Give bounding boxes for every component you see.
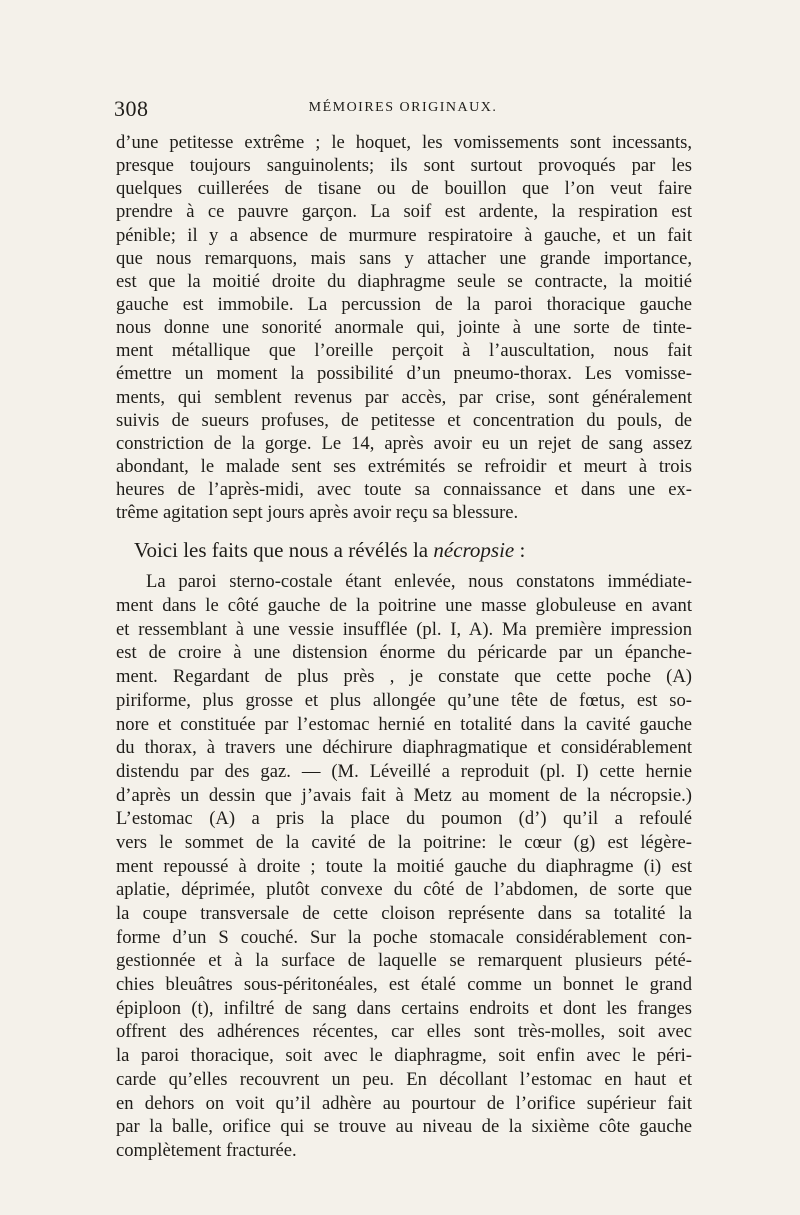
text-line: ments, qui semblent revenus par accès, par crise, sont généralement [116, 386, 692, 408]
text-line: en dehors on voit qu’il adhère au pourtour de l’orifice supérieur fait [116, 1092, 692, 1114]
text-line: par la balle, orifice qui se trouve au niveau de la sixième côte gauche [116, 1116, 692, 1138]
text-line: d’une petitesse extrême ; le hoquet, les vomissements sont incessants, [116, 132, 692, 153]
text-line: ment repoussé à droite ; toute la moitié gauche du diaphragme (i) est [116, 855, 692, 877]
text-line: prendre à ce pauvre garçon. La soif est ardente, la respiration est [116, 201, 692, 223]
text-line: la coupe transversale de cette cloison représente dans sa totalité la [116, 903, 692, 925]
text-line: d’après un dessin que j’avais fait à Metz au moment de la nécropsie.) [116, 784, 692, 806]
text-line: complètement fracturée. [116, 1139, 297, 1161]
text-line: trême agitation sept jours après avoir reçu sa blessure. [116, 502, 519, 524]
text-line: la paroi thoracique, soit avec le diaphragme, soit enfin avec le péri- [116, 1045, 692, 1067]
text-line: nore et constituée par l’estomac hernié en totalité dans la cavité gauche [116, 713, 692, 735]
text-line: presque toujours sanguinolents; ils sont surtout provoqués par les [116, 155, 692, 177]
body-text [116, 131, 692, 1163]
text-line: suivis de sueurs profuses, de petitesse et concentration du pouls, de [116, 409, 692, 431]
text-line: heures de l’après-midi, avec toute sa connaissance et dans une ex- [116, 479, 692, 501]
text-line: piriforme, plus grosse et plus allongée qu’une tête de fœtus, est so- [116, 689, 692, 711]
text-line: émettre un moment la possibilité d’un pneumo-thorax. Les vomisse- [116, 363, 692, 385]
text-line: ment métallique que l’oreille perçoit à l’auscultation, nous fait [116, 340, 692, 362]
text-line: ment. Regardant de plus près , je constate que cette poche (A) [116, 666, 692, 688]
text-line: abondant, le malade sent ses extrémités se refroidir et meurt à trois [116, 455, 692, 477]
text-line: chies bleuâtres sous-péritonéales, est étalé comme un bonnet le grand [116, 974, 692, 996]
text-line: constriction de la gorge. Le 14, après avoir eu un rejet de sang assez [116, 432, 692, 454]
text-line: pénible; il y a absence de murmure respiratoire à gauche, et un fait [116, 224, 692, 246]
page-number: 308 [114, 96, 149, 121]
text-line: quelques cuillerées de tisane ou de bouillon que l’on veut faire [116, 178, 692, 200]
text-line: offrent des adhérences récentes, car elles sont très-molles, soit avec [116, 1021, 692, 1043]
paragraph-necropsy [116, 570, 692, 1162]
text-line: forme d’un S couché. Sur la poche stomacale considérablement con- [116, 926, 692, 948]
text-line: que nous remarquons, mais sans y attacher une grande importance, [116, 247, 692, 269]
text-line: aplatie, déprimée, plutôt convexe du côté de l’abdomen, de sorte que [116, 879, 692, 901]
section-heading [116, 530, 692, 570]
paragraph-case-history [116, 131, 692, 524]
text-line: vers le sommet de la cavité de la poitrine: le cœur (g) est légère- [116, 831, 692, 853]
text-line: du thorax, à travers une déchirure diaphragmatique et considérablement [116, 737, 692, 759]
text-line: est de croire à une distension énorme du péricarde par un épanche- [116, 642, 692, 664]
text-line: gauche est immobile. La percussion de la paroi thoracique gauche [116, 293, 692, 315]
heading-italic: nécropsie [433, 538, 515, 563]
text-line: épiploon (t), infiltré de sang dans certains endroits et dont les franges [116, 997, 692, 1019]
text-line: gestionnée et à la surface de laquelle se remarquent plusieurs pété- [116, 950, 692, 972]
heading-suffix: : [514, 538, 526, 563]
heading-text: Voici les faits que nous a révélés la [134, 538, 434, 563]
running-title: MÉMOIRES ORIGINAUX. [308, 100, 498, 115]
page-header [114, 96, 692, 126]
text-line: distendu par des gaz. — (M. Léveillé a reproduit (pl. I) cette hernie [116, 760, 692, 782]
text-line: est que la moitié droite du diaphragme seule se contracte, la moitié [116, 270, 692, 292]
text-line: et ressemblant à une vessie insufflée (pl. I, A). Ma première impression [116, 618, 692, 640]
text-line: carde qu’elles recouvrent un peu. En décollant l’estomac en haut et [116, 1068, 692, 1090]
text-line: nous donne une sonorité anormale qui, jointe à une sorte de tinte- [116, 317, 692, 339]
text-line: La paroi sterno-costale étant enlevée, nous constatons immédiate- [146, 571, 692, 593]
text-line: ment dans le côté gauche de la poitrine une masse globuleuse en avant [116, 595, 692, 617]
text-line: L’estomac (A) a pris la place du poumon (d’) qu’il a refoulé [116, 808, 692, 830]
